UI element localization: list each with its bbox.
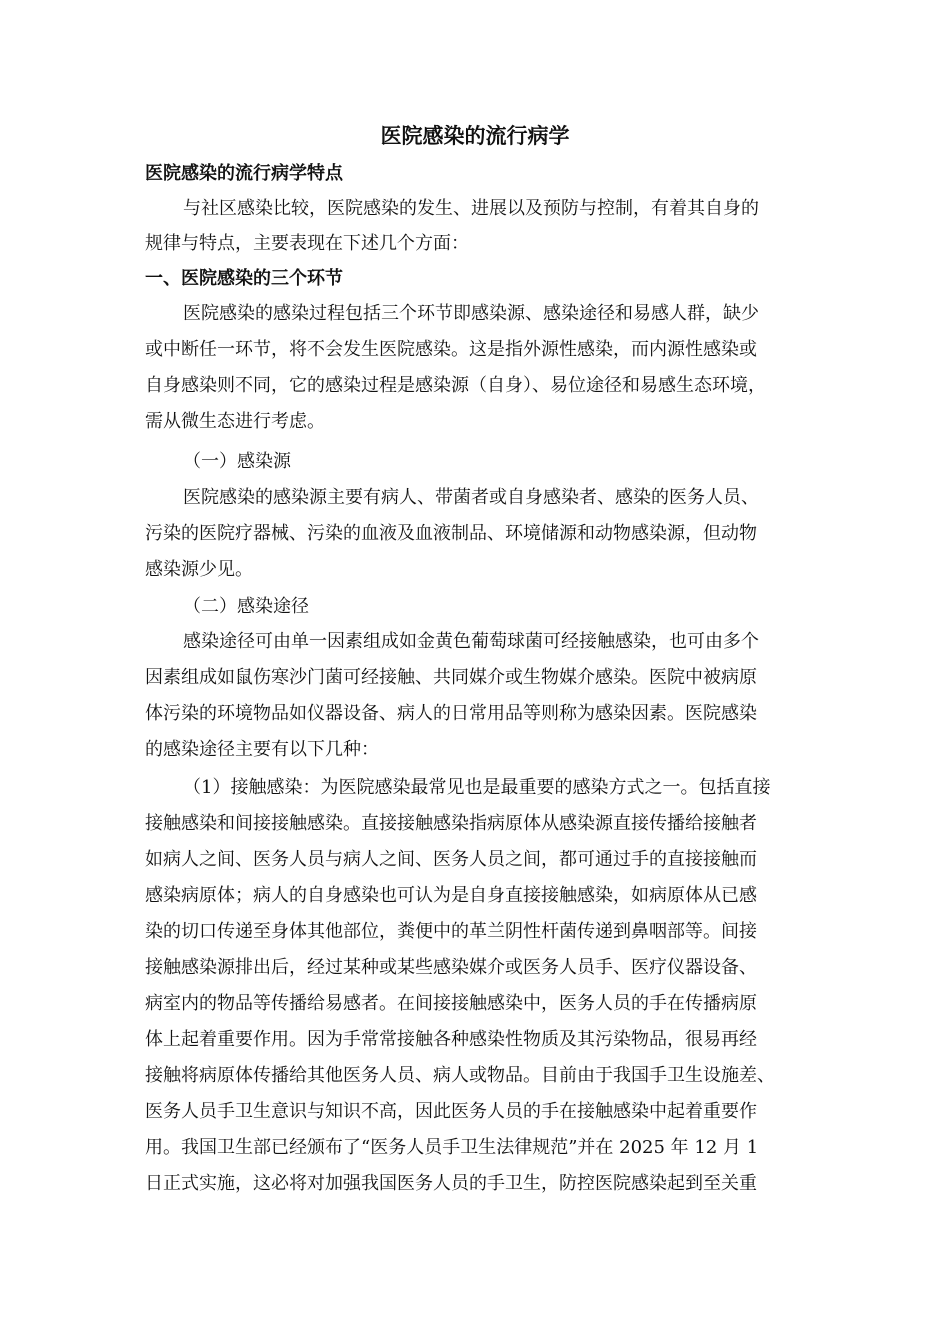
- paragraph-line: 自身感染则不同，它的感染过程是感染源（自身）、易位途径和易感生态环境，: [145, 375, 766, 396]
- paragraph-line: （1）接触感染：为医院感染最常见也是最重要的感染方式之一。包括直接: [183, 777, 771, 798]
- paragraph-line: 感染病原体；病人的自身感染也可认为是自身直接接触感染，如病原体从已感: [145, 885, 757, 906]
- paragraph-line: 感染源少见。: [145, 559, 253, 580]
- subsection-heading: （一）感染源: [183, 451, 291, 472]
- paragraph-line: 接触感染源排出后，经过某种或某些感染媒介或医务人员手、医疗仪器设备、: [145, 957, 757, 978]
- paragraph-line: 体上起着重要作用。因为手常常接触各种感染性物质及其污染物品，很易再经: [145, 1029, 757, 1050]
- paragraph-line: 污染的医院疗器械、污染的血液及血液制品、环境储源和动物感染源，但动物: [145, 523, 757, 544]
- subsection-heading: （二）感染途径: [183, 596, 309, 617]
- paragraph-line: 医院感染的感染过程包括三个环节即感染源、感染途径和易感人群，缺少: [183, 303, 759, 324]
- paragraph-line: 或中断任一环节，将不会发生医院感染。这是指外源性感染，而内源性感染或: [145, 339, 757, 360]
- paragraph-line: 用。我国卫生部已经颁布了“医务人员手卫生法律规范”并在 2025 年 12 月 1: [145, 1137, 759, 1158]
- paragraph-line: 染的切口传递至身体其他部位，粪便中的革兰阴性杆菌传递到鼻咽部等。间接: [145, 921, 757, 942]
- section-heading: 医院感染的流行病学特点: [145, 163, 343, 184]
- paragraph-line: 病室内的物品等传播给易感者。在间接接触感染中，医务人员的手在传播病原: [145, 993, 757, 1014]
- paragraph-line: 需从微生态进行考虑。: [145, 411, 325, 432]
- paragraph-line: 与社区感染比较，医院感染的发生、进展以及预防与控制，有着其自身的: [183, 198, 759, 219]
- paragraph-line: 因素组成如鼠伤寒沙门菌可经接触、共同媒介或生物媒介感染。医院中被病原: [145, 667, 757, 688]
- paragraph-line: 体污染的环境物品如仪器设备、病人的日常用品等则称为感染因素。医院感染: [145, 703, 757, 724]
- paragraph-line: 的感染途径主要有以下几种：: [145, 739, 379, 760]
- paragraph-line: 接触将病原体传播给其他医务人员、病人或物品。目前由于我国手卫生设施差、: [145, 1065, 775, 1086]
- paragraph-line: 医院感染的感染源主要有病人、带菌者或自身感染者、感染的医务人员、: [183, 487, 759, 508]
- paragraph-line: 规律与特点，主要表现在下述几个方面：: [145, 233, 469, 254]
- paragraph-line: 日正式实施，这必将对加强我国医务人员的手卫生，防控医院感染起到至关重: [145, 1173, 757, 1194]
- paragraph-line: 感染途径可由单一因素组成如金黄色葡萄球菌可经接触感染，也可由多个: [183, 631, 759, 652]
- section-heading: 一、医院感染的三个环节: [145, 268, 343, 289]
- document-title: 医院感染的流行病学: [380, 123, 570, 148]
- paragraph-line: 如病人之间、医务人员与病人之间、医务人员之间，都可通过手的直接接触而: [145, 849, 757, 870]
- paragraph-line: 接触感染和间接接触感染。直接接触感染指病原体从感染源直接传播给接触者: [145, 813, 757, 834]
- paragraph-line: 医务人员手卫生意识与知识不高，因此医务人员的手在接触感染中起着重要作: [145, 1101, 757, 1122]
